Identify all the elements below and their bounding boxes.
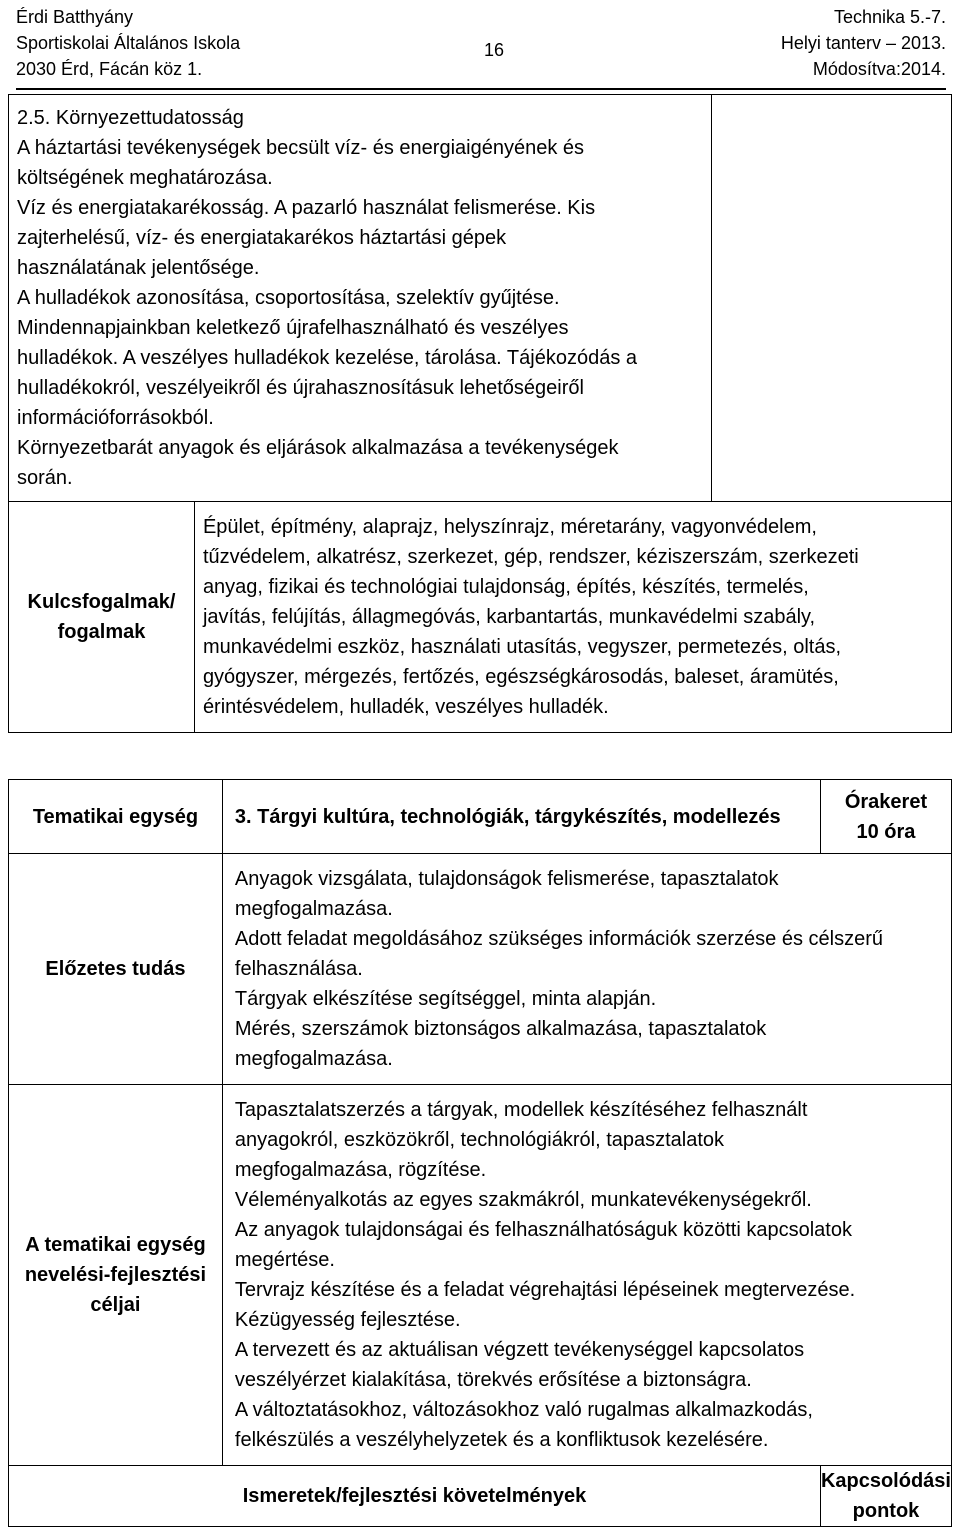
goals-line: Kézügyesség fejlesztése.: [234, 1309, 461, 1331]
goals-label: A tematikai egység: [25, 1234, 206, 1256]
environment-text-cell: [9, 95, 712, 502]
prior-line: Mérés, szerszámok biztonságos alkalmazása, tapasztalatok: [234, 1018, 767, 1040]
goals-line: felkészülés a veszélyhelyzetek és a konfliktusok kezelésére.: [234, 1429, 769, 1451]
prior-line: Anyagok vizsgálata, tulajdonságok felismerése, tapasztalatok: [234, 868, 779, 890]
thematic-unit-table: [8, 779, 952, 1527]
section-heading: 2.5. Környezettudatosság: [17, 107, 244, 129]
keywords-line: javítás, felújítás, állagmegóvás, karbantartás, munkavédelmi szabály,: [202, 606, 816, 628]
prior-line: megfogalmazása.: [234, 898, 393, 920]
goals-line: megfogalmazása, rögzítése.: [234, 1159, 487, 1181]
text-line: A hulladékok azonosítása, csoportosítása, szelektív gyűjtése.: [17, 287, 560, 309]
school-name-line: Érdi Batthyány: [16, 7, 134, 27]
text-line: használatának jelentősége.: [17, 257, 260, 279]
page-header: [16, 4, 946, 90]
text-line: hulladékokról, veszélyeikről és újrahasznosításuk lehetőségeiről: [17, 377, 584, 399]
page-number: 16: [484, 40, 505, 60]
keywords-label: fogalmak: [57, 621, 146, 643]
goals-line: A tervezett és az aktuálisan végzett tevékenységgel kapcsolatos: [234, 1339, 805, 1361]
hours-value: 10 óra: [856, 820, 916, 843]
goals-line: A változtatásokhoz, változásokhoz való rugalmas alkalmazkodás,: [234, 1399, 813, 1421]
goals-line: megértése.: [234, 1249, 335, 1271]
unit-label: Tematikai egység: [32, 805, 199, 828]
prior-knowledge-label: Előzetes tudás: [45, 958, 186, 980]
document-info: [781, 4, 946, 82]
keywords-line: gyógyszer, mérgezés, fertőzés, egészségkárosodás, baleset, áramütés,: [202, 666, 839, 688]
curriculum-line: Helyi tanterv – 2013.: [780, 33, 946, 53]
keywords-line: Épület, építmény, alaprajz, helyszínrajz, méretarány, vagyonvédelem,: [202, 516, 817, 538]
school-type-line: Sportiskolai Általános Iskola: [16, 33, 241, 53]
goals-label: nevelési-fejlesztési: [24, 1264, 207, 1286]
text-line: Mindennapjainkban keletkező újrafelhasználható és veszélyes: [17, 317, 569, 339]
requirements-header: Ismeretek/fejlesztési követelmények: [242, 1485, 587, 1507]
unit-label-cell: [9, 780, 223, 854]
goals-line: anyagokról, eszközökről, technológiákról, tapasztalatok: [234, 1129, 725, 1151]
keywords-line: tűzvédelem, alkatrész, szerkezet, gép, rendszer, kéziszerszám, szerkezeti: [202, 546, 859, 568]
hours-cell: [820, 780, 951, 854]
prior-knowledge-label-cell: [9, 854, 223, 1085]
prior-knowledge-cell: [222, 854, 951, 1085]
environment-table: [8, 94, 952, 733]
prior-line: megfogalmazása.: [234, 1048, 393, 1070]
keywords-line: munkavédelmi eszköz, használati utasítás, vegyszer, permetezés, oltás,: [202, 636, 842, 658]
text-line: költségének meghatározása.: [17, 167, 273, 189]
keywords-line: érintésvédelem, hulladék, veszélyes hulladék.: [202, 696, 609, 718]
school-info: [16, 4, 240, 82]
goals-label-cell: [9, 1085, 223, 1466]
requirements-header-cell: [9, 1466, 821, 1527]
keywords-label-cell: [9, 502, 195, 733]
text-line: Környezetbarát anyagok és eljárások alkalmazása a tevékenységek: [17, 437, 619, 459]
goals-line: veszélyérzet kialakítása, törekvés erősítése a biztonságra.: [234, 1369, 752, 1391]
school-address-line: 2030 Érd, Fácán köz 1.: [16, 59, 203, 79]
text-line: zajterhelésű, víz- és energiatakarékos háztartási gépek: [17, 227, 507, 249]
goals-cell: [222, 1085, 951, 1466]
goals-line: Tapasztalatszerzés a tárgyak, modellek készítéséhez felhasznált: [234, 1099, 808, 1121]
goals-line: Az anyagok tulajdonságai és felhasználhatóságuk közötti kapcsolatok: [234, 1219, 852, 1241]
prior-line: Tárgyak elkészítése segítséggel, minta alapján.: [234, 988, 657, 1010]
keywords-line: anyag, fizikai és technológiai tulajdonság, építés, készítés, termelés,: [202, 576, 809, 598]
text-line: Víz és energiatakarékosság. A pazarló használat felismerése. Kis: [17, 197, 596, 219]
goals-line: Tervrajz készítése és a feladat végrehajtási lépéseinek megtervezése.: [234, 1279, 856, 1301]
prior-line: felhasználása.: [234, 958, 363, 980]
text-line: információforrásokból.: [17, 407, 214, 429]
text-line: során.: [17, 467, 73, 489]
connections-header: Kapcsolódási pontok: [820, 1470, 951, 1522]
environment-connections-cell: [711, 95, 951, 502]
hours-label: Órakeret: [844, 790, 928, 813]
prior-line: Adott feladat megoldásához szükséges információk szerzése és célszerű: [234, 928, 883, 950]
goals-label: céljai: [90, 1294, 141, 1316]
unit-title-cell: [222, 780, 820, 854]
subject-line: Technika 5.-7.: [833, 7, 946, 27]
connections-header-cell: [820, 1466, 951, 1527]
goals-line: Véleményalkotás az egyes szakmákról, munkatevékenységekről.: [234, 1189, 812, 1211]
keywords-label: Kulcsfogalmak/: [27, 591, 176, 613]
modified-line: Módosítva:2014.: [812, 59, 946, 79]
keywords-cell: [194, 502, 951, 733]
unit-title: 3. Tárgyi kultúra, technológiák, tárgykészítés, modellezés: [234, 805, 781, 828]
text-line: A háztartási tevékenységek becsült víz- és energiaigényének és: [17, 137, 584, 159]
text-line: hulladékok. A veszélyes hulladékok kezelése, tárolása. Tájékozódás a: [17, 347, 638, 369]
